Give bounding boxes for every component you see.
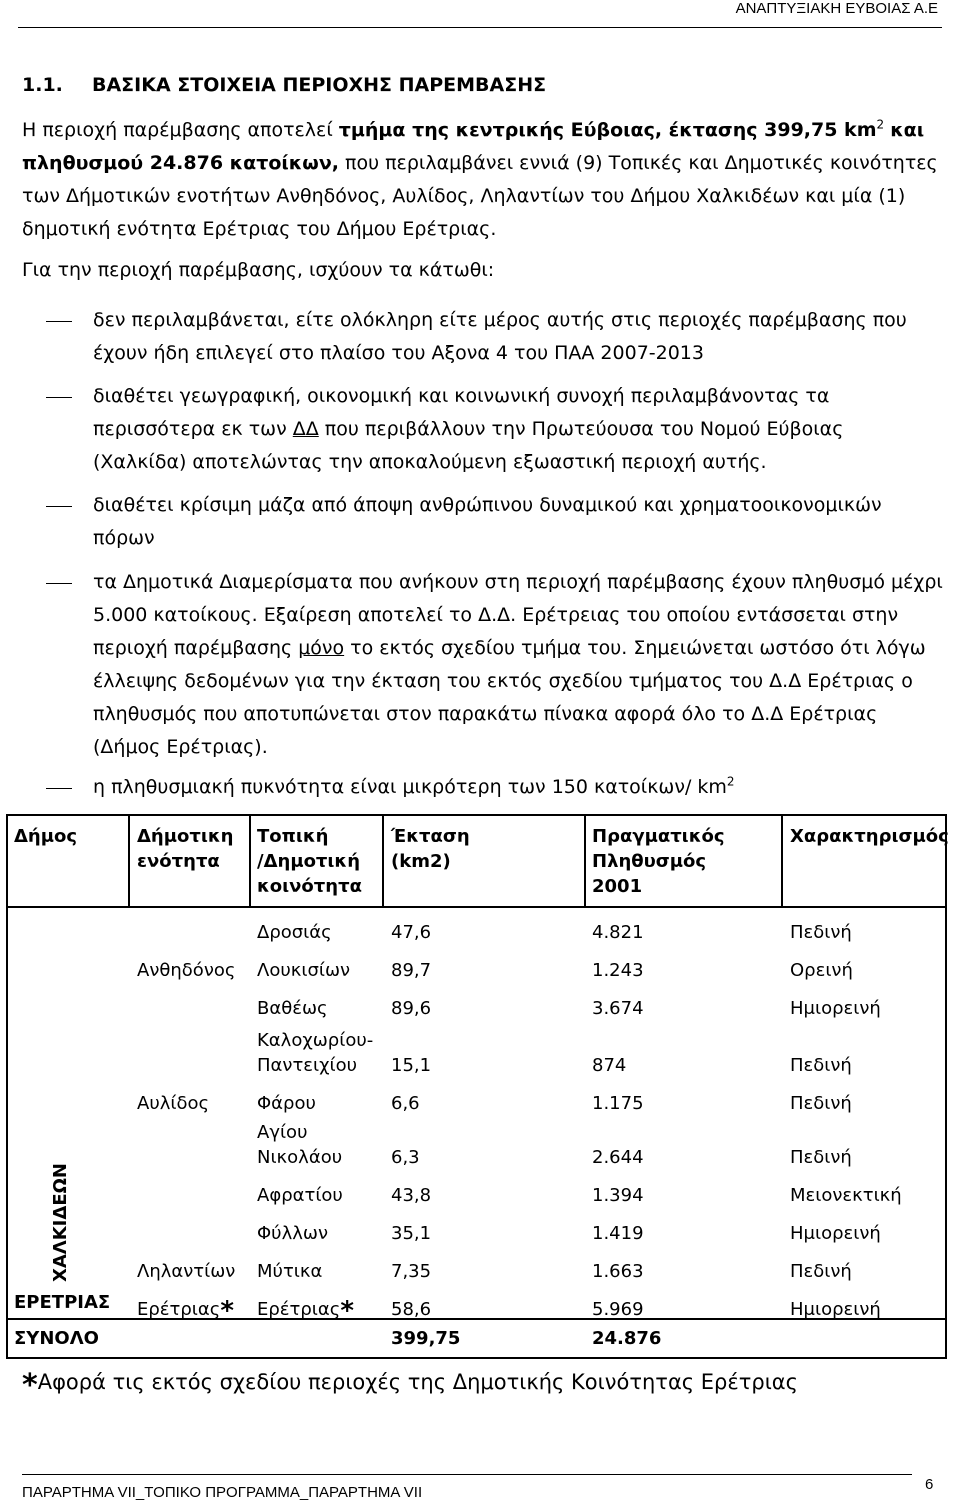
cell-xaraktirismos: Πεδινή	[790, 1261, 852, 1282]
cell-koinotita: Ερέτριας*	[257, 1296, 354, 1326]
bullet-underlined: μόνο	[298, 637, 345, 659]
col-header-koinotita: Τοπική /Δημοτική κοινότητα	[257, 826, 362, 897]
cell-plithysmos: 1.175	[592, 1093, 644, 1114]
cell-xaraktirismos: Πεδινή	[790, 1055, 852, 1076]
cell-ektasi: 35,1	[391, 1223, 432, 1244]
footer-text: ΠΑΡΑΡΤΗΜΑ VII_ΤΟΠΙΚΟ ΠΡΟΓΡΑΜΜΑ_ΠΑΡΑΡΤΗΜΑ VII	[22, 1484, 423, 1501]
cell-plithysmos: 1.419	[592, 1223, 644, 1244]
total-ektasi: 399,75	[391, 1328, 461, 1349]
star-icon: *	[340, 1296, 354, 1326]
table-rule	[584, 814, 586, 906]
cell-plithysmos: 1.663	[592, 1261, 644, 1282]
intro-bold-area: τμήμα της κεντρικής Εύβοιας, έκτασης 399,75 km	[338, 119, 877, 141]
enotita-anthidonos: Ανθηδόνος	[137, 960, 236, 981]
cell-xaraktirismos: Ημιορεινή	[790, 1299, 881, 1320]
cell-koinotita: Μύτικα	[257, 1261, 323, 1282]
footnote-text: Αφορά τις εκτός σχεδίου περιοχές της Δημοτικής Κοινότητας Ερέτριας	[37, 1370, 798, 1394]
cell-xaraktirismos: Πεδινή	[790, 1093, 852, 1114]
intro-text-rest: που περιλαμβάνει εννιά (9) Τοπικές και Δημοτικές κοινότητες των Δήμοτικών ενοτήτων Ανθηδόνος, Αυλίδος, Ληλαντίων του Δήμου Χαλκιδέων και μία (1) δημοτική ενότητα Ερέτριας του Δήμου Ερέτριας.	[22, 152, 938, 240]
enotita-eretrias: Ερέτριας*	[137, 1296, 234, 1326]
cell-ektasi: 47,6	[391, 922, 432, 943]
enotita-lilantion: Ληλαντίων	[137, 1261, 236, 1282]
bullet-text: η πληθυσμιακή πυκνότητα είναι μικρότερη των 150 κατοίκων/ km	[93, 776, 727, 798]
table-rule	[6, 1357, 947, 1359]
enotita-avlidos: Αυλίδος	[137, 1093, 210, 1114]
col-header-plithysmos: Πραγματικός Πληθυσμός 2001	[592, 826, 725, 897]
criteria-intro: Για την περιοχή παρέμβασης, ισχύουν τα κάτωθι:	[22, 259, 495, 281]
cell-ektasi: 89,6	[391, 998, 432, 1019]
table-rule	[6, 814, 8, 1359]
bullet-text: το εκτός σχεδίου τμήμα του. Σημειώνεται ωστόσο ότι λόγω έλλειψης δεδομένων για την έκταση του εκτός σχεδίου τμήματος του Δ.Δ Ερέτριας ο πληθυσμός που αποτυπώνεται στον παρακάτω πίνακα αφορά όλο το Δ.Δ Ερέτριας (Δήμος Ερέτριας).	[93, 637, 926, 758]
cell-ektasi: 89,7	[391, 960, 432, 981]
cell-xaraktirismos: Πεδινή	[790, 1147, 852, 1168]
cell-plithysmos: 1.394	[592, 1185, 644, 1206]
running-header: ΑΝΑΠΤΥΞΙΑΚΗ ΕΥΒΟΙΑΣ Α.Ε	[735, 0, 938, 17]
cell-xaraktirismos: Πεδινή	[790, 922, 852, 943]
cell-plithysmos: 1.243	[592, 960, 644, 981]
bullet-text: διαθέτει γεωγραφική, οικονομική και κοινωνική συνοχή περιλαμβάνοντας τα περισσότερα εκ των	[93, 385, 830, 440]
col-header-ektasi: Έκταση (km2)	[391, 826, 470, 872]
cell-ektasi: 43,8	[391, 1185, 432, 1206]
table-rule	[945, 814, 947, 1359]
intro-bold-population: και πληθυσμού 24.876 κατοίκων,	[22, 119, 925, 174]
bullet-text: που περιβάλλουν την Πρωτεύουσα του Νομού Εύβοιας (Χαλκίδα) αποτελώντας την αποκαλούμενη εξωαστική περιοχή αυτής.	[93, 418, 844, 473]
cell-ektasi: 6,6	[391, 1093, 420, 1114]
total-plithysmos: 24.876	[592, 1328, 662, 1349]
cell-xaraktirismos: Ορεινή	[790, 960, 853, 981]
cell-ektasi: 6,3	[391, 1147, 420, 1168]
col-header-dimos: Δήμος	[14, 826, 78, 847]
bullet-underlined: ΔΔ	[292, 418, 319, 440]
cell-koinotita: Καλοχωρίου- Παντειχίου	[257, 1030, 374, 1076]
page-number: 6	[925, 1476, 934, 1493]
bullet-text: διαθέτει κρίσιμη μάζα από άποψη ανθρώπινου δυναμικού και χρηματοοικονομικών πόρων	[93, 494, 882, 549]
cell-koinotita: Βαθέως	[257, 998, 328, 1019]
cell-koinotita: Αγίου Νικολάου	[257, 1122, 343, 1168]
cell-plithysmos: 5.969	[592, 1299, 644, 1320]
table-rule	[6, 814, 947, 816]
table-rule	[382, 814, 384, 906]
cell-ektasi: 7,35	[391, 1261, 432, 1282]
table-rule	[249, 814, 251, 906]
cell-koinotita: Λουκισίων	[257, 960, 351, 981]
cell-xaraktirismos: Ημιορεινή	[790, 998, 881, 1019]
dimos-chalkideon-label: ΧΑΛΚΙΔΕΩΝ	[50, 1163, 71, 1282]
table-rule	[128, 814, 130, 906]
cell-koinotita: Φύλλων	[257, 1223, 329, 1244]
dimos-eretrias-label: ΕΡΕΤΡΙΑΣ	[14, 1292, 111, 1313]
bullet-text: δεν περιλαμβάνεται, είτε ολόκληρη είτε μέρος αυτής στις περιοχές παρέμβασης που έχουν ήδη επιλεγεί στο πλαίσο του Αξονα 4 του ΠΑΑ 2007-2013	[93, 309, 907, 364]
cell-xaraktirismos: Ημιορεινή	[790, 1223, 881, 1244]
cell-xaraktirismos: Μειονεκτική	[790, 1185, 902, 1206]
col-header-enotita: Δήμοτικη ενότητα	[137, 826, 234, 872]
footnote	[22, 1368, 798, 1403]
section-title: ΒΑΣΙΚΑ ΣΤΟΙΧΕΙΑ ΠΕΡΙΟΧΗΣ ΠΑΡΕΜΒΑΣΗΣ	[92, 74, 547, 96]
footer-rule	[22, 1474, 912, 1475]
table-rule	[6, 906, 947, 908]
cell-koinotita: Φάρου	[257, 1093, 316, 1114]
table-rule	[781, 814, 783, 906]
bullet-text: τα Δημοτικά Διαμερίσματα που ανήκουν στη περιοχή παρέμβασης έχουν πληθυσμό μέχρι 5.000 κατοίκους. Εξαίρεση αποτελεί το Δ.Δ. Ερέτρειας του οποίου εντάσσεται στην περιοχή παρέμβασης	[93, 571, 943, 659]
intro-sup: 2	[876, 117, 885, 132]
cell-koinotita: Δροσιάς	[257, 922, 332, 943]
section-number: 1.1.	[22, 74, 63, 96]
cell-plithysmos: 2.644	[592, 1147, 644, 1168]
cell-plithysmos: 3.674	[592, 998, 644, 1019]
star-icon: *	[220, 1296, 234, 1326]
cell-koinotita: Αφρατίου	[257, 1185, 343, 1206]
cell-ektasi: 15,1	[391, 1055, 432, 1076]
star-icon: *	[22, 1368, 38, 1403]
total-label: ΣΥΝΟΛΟ	[14, 1328, 99, 1349]
cell-ektasi: 58,6	[391, 1299, 432, 1320]
bullet-sup: 2	[726, 774, 735, 789]
intro-text: Η περιοχή παρέμβασης αποτελεί	[22, 119, 339, 141]
col-header-xaraktirismos: Χαρακτηρισμός	[790, 826, 949, 847]
cell-plithysmos: 874	[592, 1055, 627, 1076]
cell-plithysmos: 4.821	[592, 922, 644, 943]
